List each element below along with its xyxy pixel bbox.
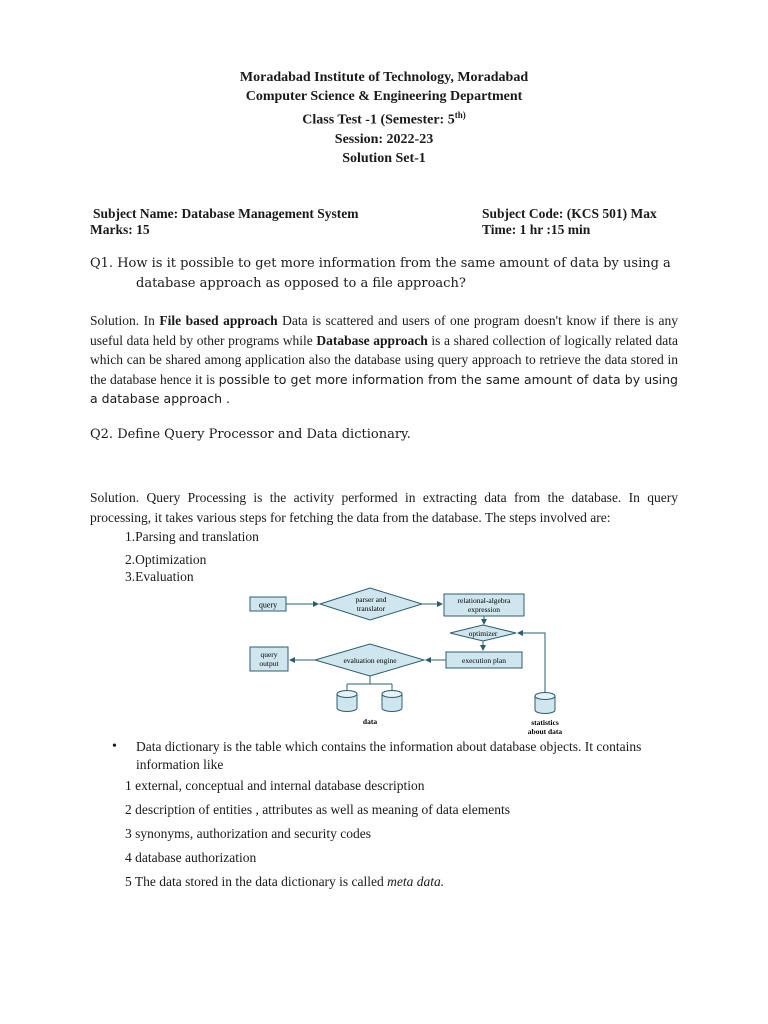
list-item: 2 description of entities , attributes as well as meaning of data elements bbox=[125, 802, 511, 817]
evaluation-engine-node bbox=[315, 644, 424, 676]
svg-text:optimizer: optimizer bbox=[468, 629, 498, 638]
data-dictionary-intro: Data dictionary is the table which contains the information about database objects. It contains information like bbox=[136, 739, 642, 772]
optimizer-node bbox=[450, 625, 516, 641]
solution-1: Solution. In File based approach Data is scattered and users of one program doesn't know if there is any useful data held by other programs while Database approach is a shared collection of logically related data which can be shared among application also the database using query approach to retrieve the data stored in the database hence it is possible to get more information from the same amount of data by using a database approach . bbox=[90, 313, 678, 406]
execution-plan-box bbox=[446, 652, 522, 668]
subject-code: Subject Code: (KCS 501) Max bbox=[482, 206, 657, 221]
question-1-line2: database approach as opposed to a file approach? bbox=[136, 276, 466, 291]
subject-name: Subject Name: Database Management System bbox=[93, 206, 359, 221]
query-processing-diagram bbox=[240, 584, 570, 740]
query-output-box bbox=[250, 647, 288, 671]
svg-text:expression: expression bbox=[467, 605, 501, 614]
list-item: 5 The data stored in the data dictionary is called meta data. bbox=[125, 874, 445, 889]
svg-text:evaluation engine: evaluation engine bbox=[343, 656, 397, 665]
question-1 bbox=[90, 254, 678, 294]
svg-text:translator: translator bbox=[356, 604, 386, 613]
parser-translator-node bbox=[320, 588, 422, 620]
document-header bbox=[0, 68, 768, 168]
test-title: Class Test -1 (Semester: $5^{th)}$ bbox=[302, 110, 466, 128]
solution-2: Solution. Query Processing is the activity performed in extracting data from the database. In query processing, it takes various steps for fetching the data from the database. The steps involved are: bbox=[90, 490, 678, 525]
list-item: 4 database authorization bbox=[125, 850, 257, 865]
question-2: Q2. Define Query Processor and Data dictionary. bbox=[90, 427, 411, 442]
bullet-marker: • bbox=[112, 739, 117, 754]
institute-name: Moradabad Institute of Technology, Moradabad bbox=[239, 70, 529, 85]
time-allowed: Time: 1 hr :15 min bbox=[482, 222, 591, 237]
file-based-approach-term: File based approach bbox=[159, 313, 278, 328]
max-marks: Marks: 15 bbox=[90, 222, 150, 237]
list-item: 1 external, conceptual and internal database description bbox=[125, 778, 425, 793]
statistics-storage-icon bbox=[535, 693, 555, 714]
statistics-label: statistics bbox=[531, 718, 559, 727]
svg-text:relational-algebra: relational-algebra bbox=[457, 596, 511, 605]
svg-text:parser and: parser and bbox=[355, 595, 387, 604]
solution-set: Solution Set-1 bbox=[342, 150, 426, 166]
list-item: 3 synonyms, authorization and security codes bbox=[125, 826, 371, 841]
svg-text:output: output bbox=[259, 659, 279, 668]
data-storage-icon bbox=[337, 691, 402, 712]
department-name: Computer Science & Engineering Department bbox=[245, 89, 523, 104]
step-2: 2.Optimization bbox=[125, 552, 207, 567]
step-3: 3.Evaluation bbox=[125, 569, 194, 584]
meta-data-term: meta data. bbox=[387, 874, 445, 889]
question-1-line1: Q1. How is it possible to get more information from the same amount of data by using a bbox=[90, 256, 671, 271]
svg-text:query: query bbox=[260, 650, 278, 659]
svg-text:execution plan: execution plan bbox=[462, 656, 506, 665]
data-label: data bbox=[362, 717, 378, 726]
svg-text:query: query bbox=[258, 600, 278, 610]
session: Session: 2022-23 bbox=[334, 131, 434, 147]
statistics-label-2: about data bbox=[527, 727, 563, 736]
relational-algebra-box bbox=[444, 594, 524, 616]
query-box bbox=[250, 597, 286, 611]
database-approach-term: Database approach bbox=[316, 332, 428, 348]
step-1: 1.Parsing and translation bbox=[125, 529, 259, 544]
